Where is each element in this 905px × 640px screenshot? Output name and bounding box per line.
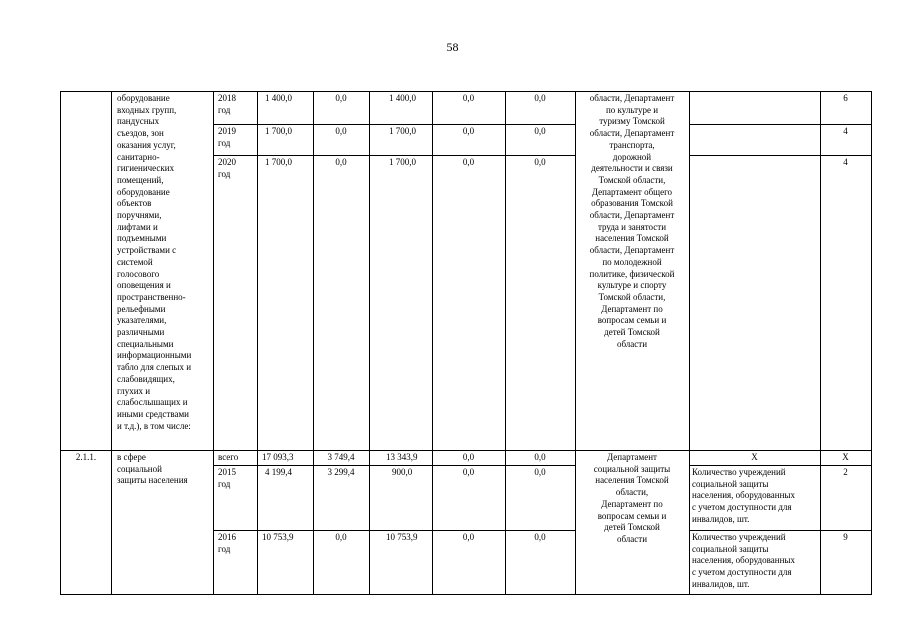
other-cell: 0,0 [534,532,546,542]
local-cell: 0,0 [462,532,475,542]
local-cell: 0,0 [462,452,475,462]
total-cell: 17 093,3 [262,452,294,462]
local-cell: 0,0 [462,93,475,103]
federal-cell: 0,0 [335,157,347,167]
other-cell: 0,0 [534,126,546,136]
regional-cell: 900,0 [392,467,413,477]
year-cell: 2019 год [218,126,236,148]
regional-cell: 13 343,9 [386,452,418,462]
local-cell: 0,0 [462,126,475,136]
value-cell: Х [842,452,849,462]
regional-cell: 1 700,0 [389,126,416,136]
local-cell: 0,0 [462,467,475,477]
federal-cell: 0,0 [335,93,347,103]
indicator-cell: Х [751,452,758,462]
year-cell: 2018 год [218,93,236,115]
year-cell: 2015 год [218,467,236,489]
regional-cell: 1 700,0 [389,157,416,167]
other-cell: 0,0 [534,467,546,477]
indicator-cell: Количество учреждений социальной защиты населения, оборудованных с учетом доступности для инвалидов, шт. [692,532,795,589]
year-cell: 2016 год [218,532,236,554]
executor-cell: Департамент социальной защиты населения Томской области, Департамент по вопросам семьи и детей Томской области [593,452,671,544]
value-cell: 6 [843,93,848,103]
value-cell: 4 [843,126,848,136]
total-cell: 4 199,4 [265,467,292,477]
other-cell: 0,0 [534,452,546,462]
indicator-cell: Количество учреждений социальной защиты населения, оборудованных с учетом доступности для инвалидов, шт. [692,467,795,524]
item-number: 2.1.1. [75,452,97,462]
other-cell: 0,0 [534,157,546,167]
local-cell: 0,0 [462,157,475,167]
other-cell: 0,0 [534,93,546,103]
total-cell: 10 753,9 [262,532,294,542]
page-number: 58 [446,40,459,54]
year-cell: всего [218,452,239,462]
total-cell: 1 700,0 [265,126,292,136]
total-cell: 1 400,0 [265,93,292,103]
regional-cell: 1 400,0 [389,93,416,103]
total-cell: 1 700,0 [265,157,292,167]
executor-cell: области, Департамент по культуре и туризму Томской области, Департамент транспорта, дорожной деятельности и связи Томской области, Департамент общего образования Томской области, Департамент труда и занятости населения Томской области, Департамент по молодежной политике, физической культуре и спорту Томской области, Департамент по вопросам семьи и детей Томской области [589,93,675,349]
value-cell: 2 [843,467,848,477]
measure-description: оборудование входных групп, пандусных съездов, зон оказания услуг, санитарно- гигиенических помещений, оборудование объектов поручнями, лифтами и подъемными устройствами с системой голосового оповещения и пространственно- рельефными указателями, различными специальными информационными табло для слепых и слабовидящих, глухих и слабослышащих и иными средствами и т.д.), в том числе: [117,93,192,431]
value-cell: 9 [843,532,848,542]
year-cell: 2020 год [218,157,236,179]
federal-cell: 0,0 [335,532,347,542]
federal-cell: 3 749,4 [327,452,355,462]
regional-cell: 10 753,9 [386,532,418,542]
federal-cell: 0,0 [335,126,347,136]
value-cell: 4 [843,157,848,167]
federal-cell: 3 299,4 [327,467,355,477]
item-description: в сфере социальной защиты населения [117,452,188,486]
